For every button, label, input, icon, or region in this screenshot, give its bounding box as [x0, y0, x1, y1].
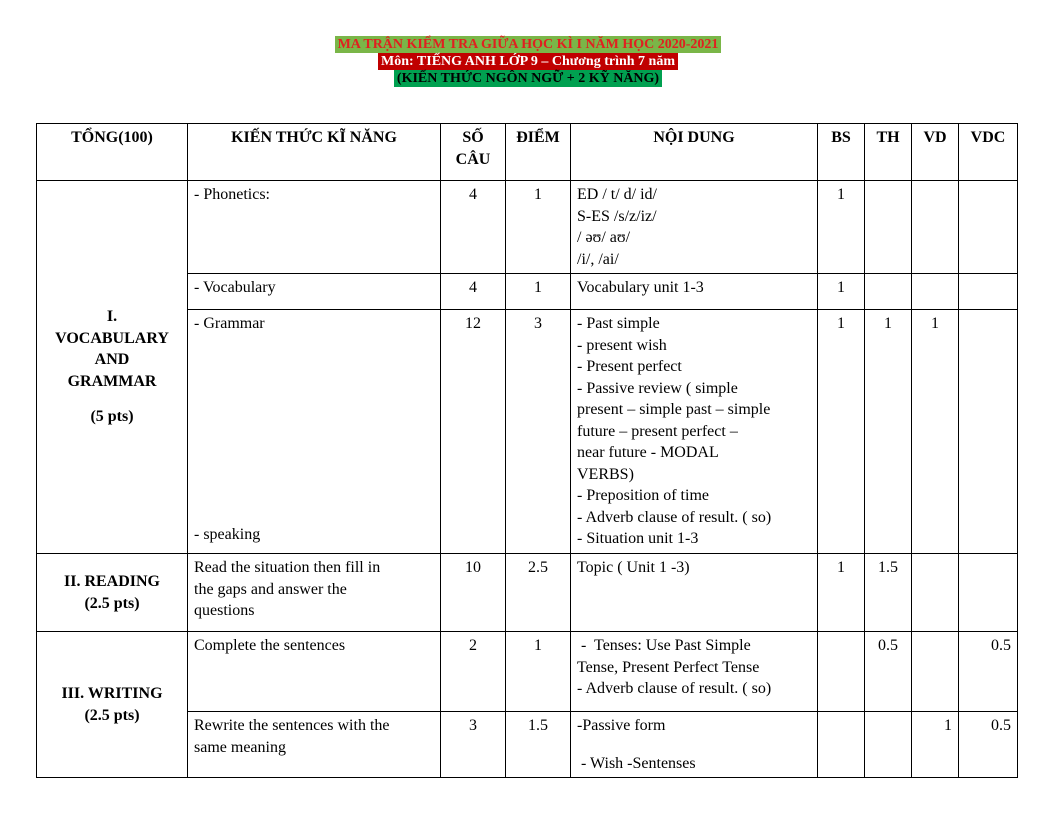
table-row-phonetics [37, 181, 1018, 274]
score-cell: 1 [506, 181, 571, 274]
vdc-cell [959, 181, 1018, 274]
skill-cell: - Phonetics: [188, 181, 441, 274]
vd-cell: 1 [912, 712, 959, 778]
vdc-cell [959, 274, 1018, 310]
vdc-cell: 0.5 [959, 632, 1018, 712]
count-cell: 12 [441, 310, 506, 554]
content-cell: - Past simple - present wish - Present perfect - Passive review ( simple present – simple past – simple future – present perfect – near future - MODAL VERBS) - Preposition of time - Adverb clause of result. ( so) - Situation unit 1-3 [571, 310, 818, 554]
score-cell: 3 [506, 310, 571, 554]
col-count: SỐ CÂU [441, 124, 506, 181]
section-writing: III. WRITING (2.5 pts) [37, 632, 188, 778]
document-header [0, 36, 1056, 87]
section-vocabulary-grammar: I. VOCABULARY AND GRAMMAR (5 pts) [37, 181, 188, 554]
vd-cell [912, 554, 959, 632]
col-total: TỔNG(100) [37, 124, 188, 181]
header-title: MA TRẬN KIỂM TRA GIỮA HỌC KÌ I NĂM HỌC 2020-2021 [0, 36, 1056, 53]
th-cell [865, 274, 912, 310]
count-cell: 4 [441, 181, 506, 274]
vdc-cell: 0.5 [959, 712, 1018, 778]
th-cell: 0.5 [865, 632, 912, 712]
content-cell: Vocabulary unit 1-3 [571, 274, 818, 310]
vd-cell [912, 274, 959, 310]
col-bs: BS [818, 124, 865, 181]
vd-cell [912, 632, 959, 712]
bs-cell: 1 [818, 554, 865, 632]
content-cell: - Tenses: Use Past Simple Tense, Present Perfect Tense - Adverb clause of result. ( so) [571, 632, 818, 712]
col-vd: VD [912, 124, 959, 181]
section-reading: II. READING (2.5 pts) [37, 554, 188, 632]
bs-cell [818, 712, 865, 778]
bs-cell: 1 [818, 310, 865, 554]
score-cell: 1.5 [506, 712, 571, 778]
col-vdc: VDC [959, 124, 1018, 181]
skill-cell: - Grammar - speaking [188, 310, 441, 554]
score-cell: 1 [506, 632, 571, 712]
th-cell: 1 [865, 310, 912, 554]
th-cell [865, 181, 912, 274]
score-cell: 2.5 [506, 554, 571, 632]
vdc-cell [959, 310, 1018, 554]
bs-cell [818, 632, 865, 712]
count-cell: 2 [441, 632, 506, 712]
vdc-cell [959, 554, 1018, 632]
skill-cell: Read the situation then fill in the gaps and answer the questions [188, 554, 441, 632]
count-cell: 3 [441, 712, 506, 778]
skill-cell: Rewrite the sentences with the same meaning [188, 712, 441, 778]
col-skills: KIẾN THỨC KĨ NĂNG [188, 124, 441, 181]
bs-cell: 1 [818, 274, 865, 310]
bs-cell: 1 [818, 181, 865, 274]
table-row-complete-sentences [37, 632, 1018, 712]
count-cell: 4 [441, 274, 506, 310]
exam-matrix-table [36, 123, 1018, 778]
col-content: NỘI DUNG [571, 124, 818, 181]
skill-cell: Complete the sentences [188, 632, 441, 712]
col-th: TH [865, 124, 912, 181]
th-cell [865, 712, 912, 778]
th-cell: 1.5 [865, 554, 912, 632]
table-header-row [37, 124, 1018, 181]
score-cell: 1 [506, 274, 571, 310]
content-cell: Topic ( Unit 1 -3) [571, 554, 818, 632]
header-subject: Môn: TIẾNG ANH LỚP 9 – Chương trình 7 năm [0, 53, 1056, 70]
count-cell: 10 [441, 554, 506, 632]
header-scope: (KIẾN THỨC NGÔN NGỮ + 2 KỸ NĂNG) [0, 70, 1056, 87]
vd-cell [912, 181, 959, 274]
vd-cell: 1 [912, 310, 959, 554]
content-cell: ED / t/ d/ id/ S-ES /s/z/iz/ / əʊ/ aʊ/ /i/, /ai/ [571, 181, 818, 274]
content-cell: -Passive form - Wish -Sentenses [571, 712, 818, 778]
skill-cell: - Vocabulary [188, 274, 441, 310]
table-row-reading [37, 554, 1018, 632]
col-score: ĐIỂM [506, 124, 571, 181]
skill-speaking: - speaking [194, 525, 261, 543]
